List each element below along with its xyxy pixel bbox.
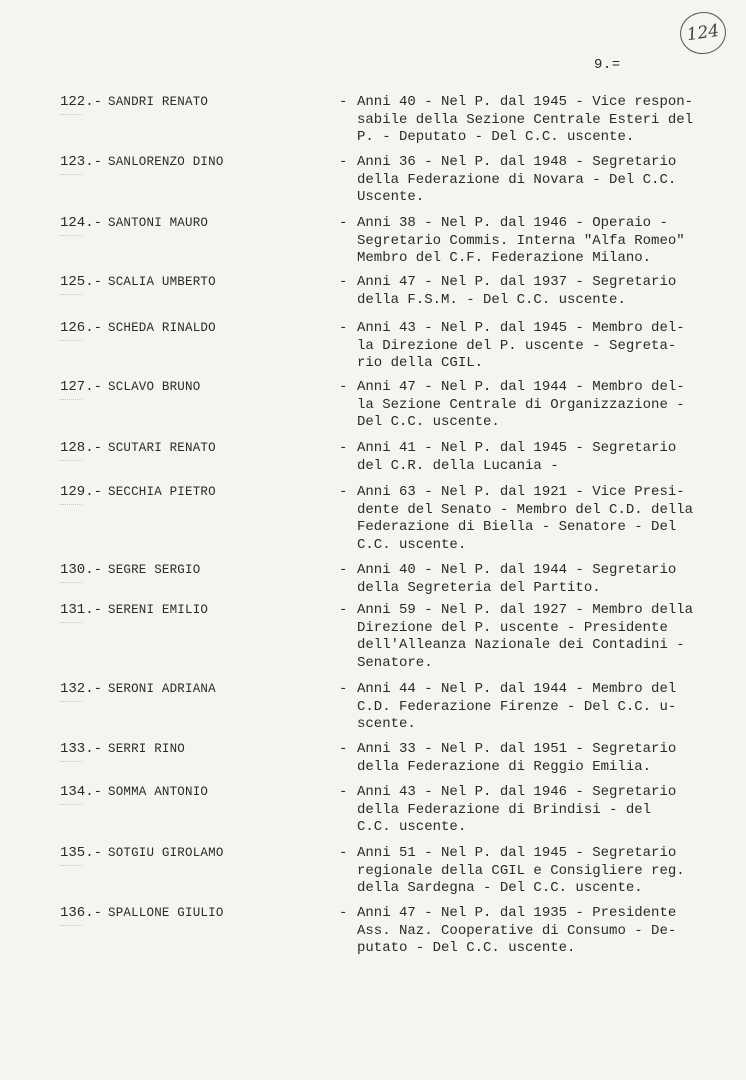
- entry-number: 126.-: [60, 320, 103, 336]
- entry-number: 131.-: [60, 602, 103, 618]
- entry-dash: -: [339, 784, 348, 800]
- faint-mark: [60, 114, 82, 115]
- entry-dash: -: [339, 741, 348, 757]
- faint-mark: [60, 340, 82, 341]
- description-line: rio della CGIL.: [357, 355, 484, 371]
- entry-number: 124.-: [60, 215, 103, 231]
- description-line: Anni 47 - Nel P. dal 1944 - Membro del-: [357, 379, 685, 395]
- description-line: dente del Senato - Membro del C.D. della: [357, 501, 694, 518]
- faint-mark: [60, 235, 82, 236]
- member-description: [357, 602, 727, 672]
- member-description: [357, 741, 727, 776]
- member-description: [357, 784, 727, 837]
- description-line: Anni 41 - Nel P. dal 1945 - Segretario: [357, 440, 677, 456]
- description-line: della Federazione di Novara - Del C.C.: [357, 171, 677, 188]
- entry-number: 128.-: [60, 440, 103, 456]
- description-line: Anni 40 - Nel P. dal 1944 - Segretario: [357, 562, 677, 578]
- faint-mark: [60, 622, 82, 623]
- description-line: regionale della CGIL e Consigliere reg.: [357, 862, 685, 879]
- description-line: Anni 51 - Nel P. dal 1945 - Segretario: [357, 845, 677, 861]
- member-description: [357, 274, 727, 309]
- entry-number: 135.-: [60, 845, 103, 861]
- description-line: Anni 43 - Nel P. dal 1945 - Membro del-: [357, 320, 685, 336]
- description-line: Uscente.: [357, 189, 425, 205]
- description-line: Anni 63 - Nel P. dal 1921 - Vice Presi-: [357, 484, 685, 500]
- description-line: Anni 59 - Nel P. dal 1927 - Membro della: [357, 602, 694, 618]
- description-line: Anni 44 - Nel P. dal 1944 - Membro del: [357, 681, 677, 697]
- member-description: [357, 845, 727, 898]
- entry-number: 129.-: [60, 484, 103, 500]
- description-line: putato - Del C.C. uscente.: [357, 940, 576, 956]
- description-line: Federazione di Biella - Senatore - Del: [357, 519, 677, 535]
- entry-number: 133.-: [60, 741, 103, 757]
- entry-number: 132.-: [60, 681, 103, 697]
- member-name: SEGRE SERGIO: [108, 563, 201, 577]
- entry-dash: -: [339, 681, 348, 697]
- description-line: della Sardegna - Del C.C. uscente.: [357, 880, 643, 896]
- faint-mark: [60, 804, 82, 805]
- description-line: sabile della Sezione Centrale Esteri del: [357, 111, 694, 128]
- description-line: Senatore.: [357, 654, 433, 671]
- member-name: SPALLONE GIULIO: [108, 906, 224, 920]
- archive-stamp: [677, 9, 728, 57]
- faint-mark: [60, 925, 82, 926]
- entry-dash: -: [339, 440, 348, 456]
- member-name: SERENI EMILIO: [108, 603, 209, 617]
- member-description: [357, 320, 727, 373]
- page-number: 9.=: [594, 57, 621, 73]
- member-name: SOMMA ANTONIO: [108, 785, 209, 799]
- member-name: SCALIA UMBERTO: [108, 275, 216, 289]
- member-description: [357, 484, 727, 554]
- entry-number: 134.-: [60, 784, 103, 800]
- description-line: Anni 43 - Nel P. dal 1946 - Segretario: [357, 784, 677, 800]
- member-description: [357, 379, 727, 432]
- member-name: SCHEDA RINALDO: [108, 321, 216, 335]
- member-name: SERRI RINO: [108, 742, 186, 756]
- description-line: Membro del C.F. Federazione Milano.: [357, 250, 652, 266]
- entry-dash: -: [339, 94, 348, 110]
- member-name: SANLORENZO DINO: [108, 155, 224, 169]
- description-line: C.C. uscente.: [357, 819, 467, 835]
- faint-mark: [60, 701, 82, 702]
- member-name: SECCHIA PIETRO: [108, 485, 216, 499]
- description-line: scente.: [357, 716, 416, 732]
- description-line: P. - Deputato - Del C.C. uscente.: [357, 129, 635, 145]
- description-line: la Direzione del P. uscente - Segreta-: [357, 337, 677, 354]
- description-line: dell'Alleanza Nazionale dei Contadini -: [357, 637, 685, 653]
- entry-dash: -: [339, 379, 348, 395]
- faint-mark: [60, 399, 82, 400]
- member-name: SCLAVO BRUNO: [108, 380, 201, 394]
- entry-number: 130.-: [60, 562, 103, 578]
- member-description: [357, 94, 727, 147]
- entry-number: 123.-: [60, 154, 103, 170]
- description-line: Direzione del P. uscente - Presidente: [357, 619, 668, 636]
- description-line: Ass. Naz. Cooperative di Consumo - De-: [357, 922, 677, 939]
- member-description: [357, 905, 727, 958]
- description-line: Anni 47 - Nel P. dal 1937 - Segretario: [357, 274, 677, 290]
- entry-dash: -: [339, 274, 348, 290]
- description-line: la Sezione Centrale di Organizzazione -: [357, 396, 685, 413]
- entry-dash: -: [339, 602, 348, 618]
- faint-mark: [60, 582, 82, 583]
- description-line: Anni 36 - Nel P. dal 1948 - Segretario: [357, 154, 677, 170]
- entry-dash: -: [339, 845, 348, 861]
- faint-mark: [60, 174, 82, 175]
- entry-dash: -: [339, 484, 348, 500]
- member-name: SANDRI RENATO: [108, 95, 209, 109]
- entry-dash: -: [339, 215, 348, 231]
- entry-number: 122.-: [60, 94, 103, 110]
- description-line: della Federazione di Reggio Emilia.: [357, 758, 652, 775]
- faint-mark: [60, 460, 82, 461]
- faint-mark: [60, 504, 82, 505]
- description-line: del C.R. della Lucania -: [357, 457, 559, 474]
- member-name: SANTONI MAURO: [108, 216, 209, 230]
- description-line: della Federazione di Brindisi - del: [357, 801, 652, 818]
- member-description: [357, 681, 727, 734]
- entry-dash: -: [339, 154, 348, 170]
- description-line: Del C.C. uscente.: [357, 414, 500, 430]
- member-description: [357, 215, 727, 268]
- description-line: della Segreteria del Partito.: [357, 579, 601, 596]
- description-line: C.D. Federazione Firenze - Del C.C. u-: [357, 698, 677, 715]
- member-description: [357, 562, 727, 597]
- entry-dash: -: [339, 905, 348, 921]
- faint-mark: [60, 294, 82, 295]
- archive-stamp-number: 124: [685, 20, 721, 46]
- member-description: [357, 440, 727, 475]
- description-line: della F.S.M. - Del C.C. uscente.: [357, 291, 626, 308]
- entry-number: 136.-: [60, 905, 103, 921]
- member-description: [357, 154, 727, 207]
- description-line: Segretario Commis. Interna "Alfa Romeo": [357, 232, 685, 249]
- member-name: SERONI ADRIANA: [108, 682, 216, 696]
- description-line: C.C. uscente.: [357, 536, 467, 553]
- entry-number: 125.-: [60, 274, 103, 290]
- description-line: Anni 40 - Nel P. dal 1945 - Vice respon-: [357, 94, 694, 110]
- member-name: SCUTARI RENATO: [108, 441, 216, 455]
- description-line: Anni 38 - Nel P. dal 1946 - Operaio -: [357, 215, 668, 231]
- faint-mark: [60, 761, 82, 762]
- entry-dash: -: [339, 562, 348, 578]
- faint-mark: [60, 865, 82, 866]
- description-line: Anni 47 - Nel P. dal 1935 - Presidente: [357, 905, 677, 921]
- entry-number: 127.-: [60, 379, 103, 395]
- description-line: Anni 33 - Nel P. dal 1951 - Segretario: [357, 741, 677, 757]
- entry-dash: -: [339, 320, 348, 336]
- member-name: SOTGIU GIROLAMO: [108, 846, 224, 860]
